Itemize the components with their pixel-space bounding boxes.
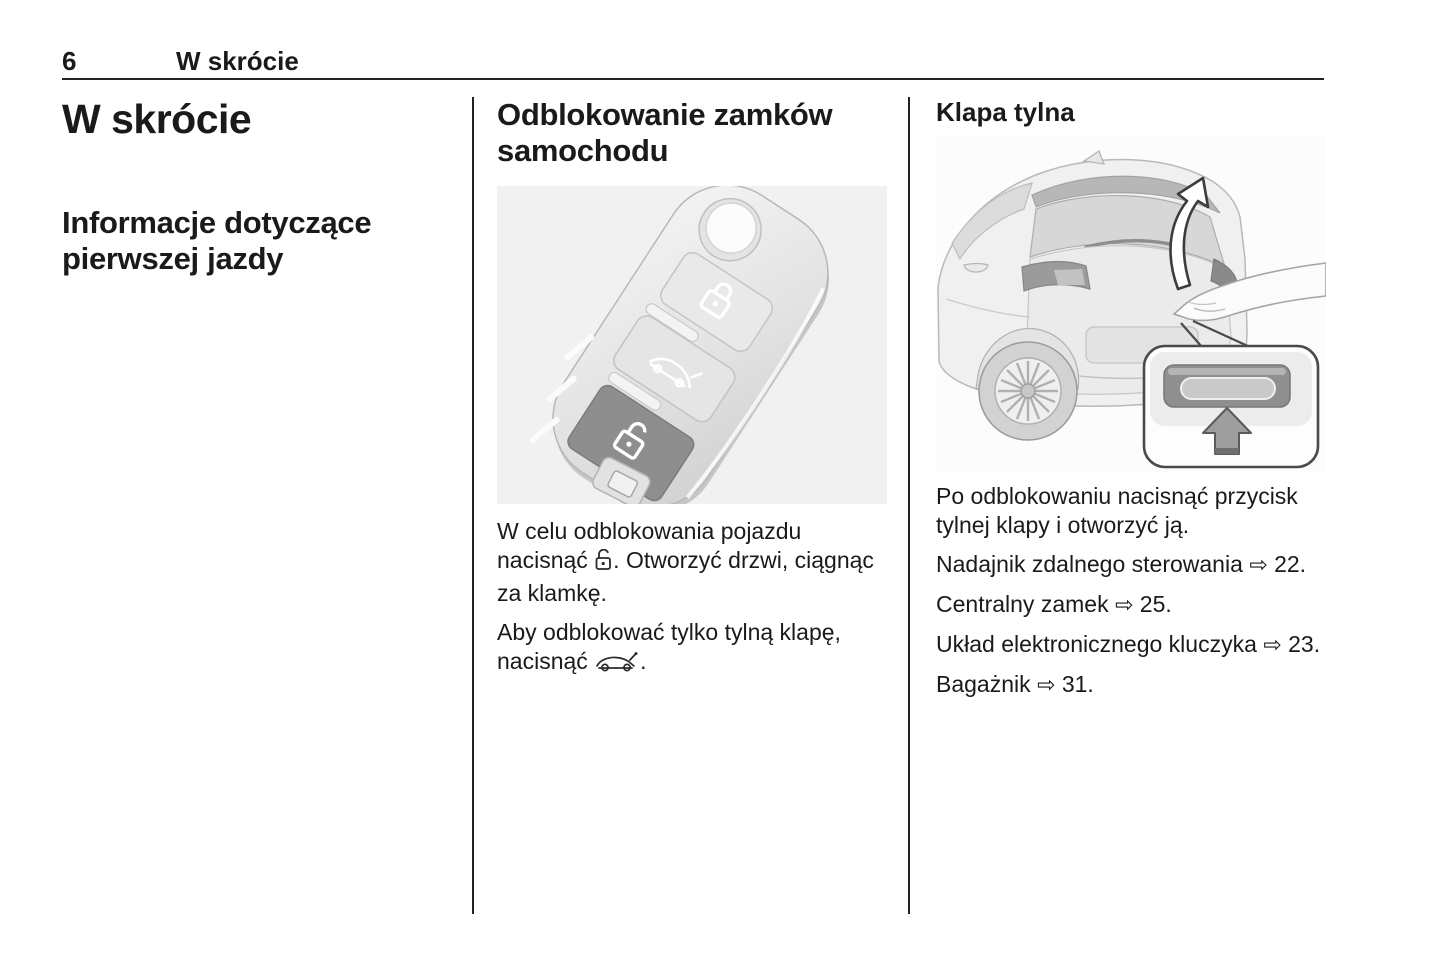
running-header-title: W skrócie <box>176 46 299 76</box>
chapter-title: W skrócie <box>62 96 252 142</box>
column-tailgate <box>936 97 1326 710</box>
page-number: 6 <box>62 46 77 76</box>
tailgate-release-paragraph: Aby odblokować tylko tylną klapę, nacisnąć . <box>497 618 887 680</box>
page-reference-arrow-icon: ⇨ <box>1037 673 1056 699</box>
tailgate-graphic <box>936 137 1326 473</box>
page-reference-arrow-icon: ⇨ <box>1249 553 1268 579</box>
unlocking-heading: Odblokowanie zamków samochodu <box>497 97 833 168</box>
page-reference-number: 31. <box>1061 671 1094 698</box>
tailgate-heading: Klapa tylna <box>936 97 1075 127</box>
key-fob-graphic <box>497 186 887 504</box>
page-reference-number: 25. <box>1139 591 1172 618</box>
header-rule <box>62 78 1324 80</box>
unlock-icon <box>594 549 613 579</box>
unlock-paragraph: W celu odblokowania pojazdu nacisnąć . Otworzyć drzwi, ciągnąc za klamkę. <box>497 517 874 606</box>
tailgate-release-icon <box>594 651 640 680</box>
tailgate-button-callout <box>1144 346 1318 467</box>
reference-line: Bagażnik ⇨ 31. <box>936 671 1094 699</box>
column-divider <box>908 97 910 914</box>
tailgate-illustration <box>936 137 1326 473</box>
section-heading: Informacje dotyczące pierwszej jazdy <box>62 205 372 277</box>
column-overview <box>62 97 462 277</box>
tailgate-open-paragraph: Po odblokowaniu nacisnąć przycisk tylnej klapy i otworzyć ją. <box>936 483 1298 539</box>
reference-line: Nadajnik zdalnego sterowania ⇨ 22. <box>936 551 1307 579</box>
reference-line: Centralny zamek ⇨ 25. <box>936 591 1172 619</box>
page-reference-number: 22. <box>1274 551 1307 578</box>
page-reference-arrow-icon: ⇨ <box>1263 633 1282 659</box>
column-divider <box>472 97 474 914</box>
key-fob-illustration <box>497 186 887 504</box>
reference-line: Układ elektronicznego kluczyka ⇨ 23. <box>936 631 1321 659</box>
page-reference-arrow-icon: ⇨ <box>1114 593 1134 619</box>
page-reference-number: 23. <box>1288 631 1321 658</box>
column-unlocking <box>497 97 887 690</box>
